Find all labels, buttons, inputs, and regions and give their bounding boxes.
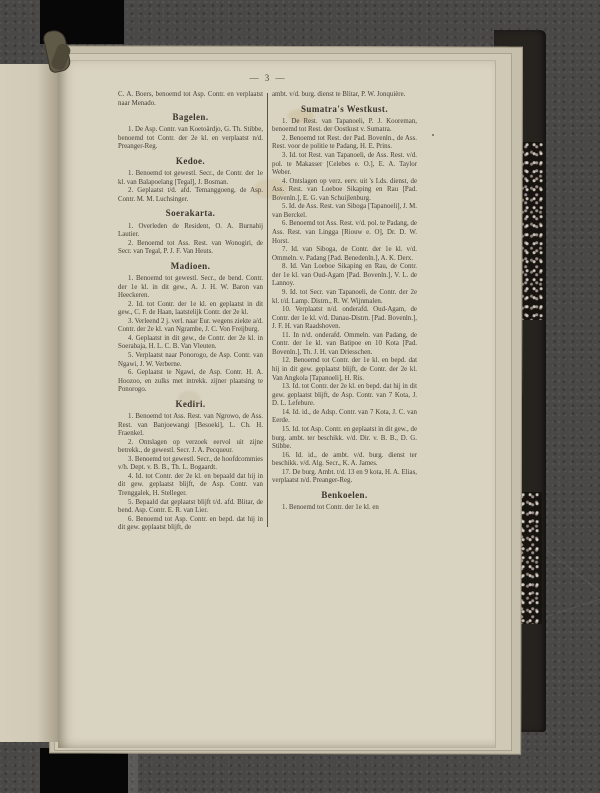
entry-paragraph: 5. Bepaald dat geplaatst blijft t/d. afd. Blitar, de bend. Asp. Contr. E. R. van Lier.	[118, 498, 263, 515]
entry-paragraph: 3. Verleend 2 j. verl. naar Eur. wegens ziekte a/d. Contr. der 2e kl. van Ngrambe, J. C. Von Freijburg.	[118, 317, 263, 334]
text-columns	[118, 91, 418, 533]
entry-paragraph: 3. Id. tot Rest. van Tapanoeli, de Ass. Rest. v/d. pol. te Makasser [Celebes e. O.], E. A. Taylor Weber.	[272, 151, 417, 177]
entry-paragraph: 3. Benoemd tot gewestl. Secr., de hoofdcommies v/h. Dept. v. B. B., Th. L. Bogaardt.	[118, 455, 263, 472]
entry-paragraph: 1. Benoemd tot Contr. der 1e kl. en	[282, 504, 379, 512]
entry-paragraph: 5. Id. de Ass. Rest. van Siboga [Tapanoeli], J. M. van Berckel.	[272, 203, 418, 219]
entry-paragraph: ambt. v/d. burg. dienst te Blitar, P. W. Jonquière.	[272, 91, 406, 98]
entry-paragraph: 17. De burg. Ambt. t/d. 13 en 9 kota, H. A. Elias, verplaatst n/d. Preanger-Reg.	[272, 468, 417, 485]
column-left	[118, 91, 263, 533]
entry-paragraph: 2. Benoemd tot Rest. der Pad. Bovenln., de Ass. Rest. voor de politie te Padang, H. E. Prins.	[272, 134, 417, 151]
page-content	[118, 73, 418, 533]
entry-paragraph: 2. Id. tot Contr. der 1e kl. en geplaatst in dit gew., C. F. de Haan, laatstelijk Contr. der 2e kl.	[118, 300, 263, 317]
entry-paragraph: 1. De Asp. Contr. van Koetoärdjo, G. Th. Stibbe, benoemd tot Contr. der 2e kl. en verplaatst n/d. Preanger-Reg.	[118, 126, 263, 151]
entry-paragraph: 15. Id. tot Asp. Contr. en geplaatst in dit gew., de burg. ambt. ter beschikk. v/d. Dir. v. B. B., D. G. Stibbe.	[272, 425, 417, 451]
page-number: — 3 —	[249, 73, 287, 83]
section-heading: Soerakarta.	[165, 208, 216, 219]
entry-paragraph: 4. Id. tot Contr. der 2e kl. en bepaald dat hij in dit gew. geplaatst blijft, de Asp. Contr. van Trenggalek, H. Stelleger.	[118, 472, 263, 498]
section-heading: Kedoe.	[175, 155, 206, 166]
section-heading: Kediri.	[175, 398, 206, 409]
entry-paragraph: 4. Ontslagen op verz. eerv. uit 's Lds. dienst, de Ass. Rest. van Loeboe Sikaping en Rau [Pad. Bovenln.], E. G. van Schuijlenburg.	[272, 177, 417, 202]
entry-paragraph: 5. Verplaatst naar Ponorogo, de Asp. Contr. van Ngawi, J. W. Verberne.	[118, 352, 263, 368]
entry-paragraph: 16. Id. id., de ambt. v/d. burg. dienst ter beschikk. v/d. Alg. Secr., K. A. James.	[272, 451, 417, 468]
section-heading: Sumatra's Westkust.	[301, 103, 388, 114]
entry-paragraph: 8. Id. Van Loeboe Sikaping en Rau, de Contr. der 1e kl. van Oud-Agam [Pad. Bovenln.], V. L. de Lannoy.	[272, 263, 417, 288]
entry-paragraph: 2. Benoemd tot Ass. Rest. van Wonogiri, de Secr. van Tegal, P. J. F. Van Heuts.	[118, 239, 263, 256]
entry-paragraph: 6. Benoemd tot Ass. Rest. v/d. pol. te Padang, de Ass. Rest. van Lingga [Riouw e. O], Dr. D. W. Horst.	[272, 220, 417, 245]
entry-paragraph: 4. Geplaatst in dit gew., de Contr. der 2e kl. in Soerabaja, H. L. C. B. Van Vleuten.	[118, 334, 263, 351]
scan-mask-bottom	[40, 748, 128, 793]
entry-paragraph: 2. Geplaatst t/d. afd. Temanggoeng, de Asp. Contr. M. M. Luchsinger.	[118, 187, 263, 203]
column-divider	[267, 93, 268, 527]
entry-paragraph: 11. In n/d. onderafd. Ommeln. van Padang, de Contr. der 1e kl. van Batipoe en 10 Kota [Pad. Bovenln.], Th. J. H. van Driesschen.	[272, 331, 417, 356]
entry-paragraph: 1. Benoemd tot gewestl. Secr., de bend. Contr. der 1e kl. in dit gew., A. J. H. W. Baron van Heeckeren.	[118, 274, 263, 300]
column-right	[272, 91, 417, 533]
binding-thread	[44, 28, 70, 76]
entry-paragraph: 9. Id. tot Secr. van Tapanoeli, de Contr. der 2e kl. t/d. Lamp. Distrn., R. W. Wijnmalen.	[272, 288, 417, 305]
entry-paragraph: 1. De Rest. van Tapanoeli, P. J. Kooreman, benoemd tot Rest. der Oostkust v. Sumatra.	[272, 117, 417, 134]
entry-paragraph: 2. Ontslagen op verzoek eervol uit zijne betrekk., de gewestl. Secr. J. A. Pecqueur.	[118, 438, 263, 455]
entry-paragraph: 1. Benoemd tot Ass. Rest. van Ngrowo, de Ass. Rest. van Banjoewangi [Besoeki], L. Ch. H. Fraenkel.	[118, 412, 263, 438]
section-heading: Bagelen.	[172, 112, 209, 123]
scan-light-strip	[128, 750, 138, 793]
entry-paragraph: 13. Id. tot Contr. der 2e kl. en bepd. dat hij in dit gew. geplaatst blijft, de Asp. Contr. van 7 Kota, J. D. L. Lefebure.	[272, 383, 417, 408]
entry-paragraph: 6. Geplaatst te Ngawi, de Asp. Contr. H. A. Hoozoo, en zulks met intrekk. zijner plaatsing te Ponorogo.	[118, 369, 263, 394]
ink-speck	[432, 134, 434, 136]
entry-paragraph: 6. Benoemd tot Asp. Contr. en bepd. dat hij in dit gew. geplaatst blijft, de	[118, 515, 263, 532]
book-page	[58, 60, 496, 748]
section-heading: Benkoelen.	[321, 489, 368, 500]
section-heading: Madioen.	[170, 260, 211, 271]
entry-paragraph: 14. Id. id., de Adsp. Contr. van 7 Kota, J. C. van Eerde.	[272, 408, 417, 425]
entry-paragraph: 12. Benoemd tot Contr. der 1e kl. en bepd. dat hij in dit gew. geplaatst blijft, de Contr. der 2e kl. Van Angkola [Tapanoeli], H. Ris.	[272, 357, 417, 382]
entry-paragraph: 1. Benoemd tot gewestl. Secr., de Contr. der 1e kl. van Balapoelang [Tegal], J. Bosman.	[118, 170, 263, 186]
facing-page-gutter	[0, 64, 62, 742]
entry-paragraph: 1. Overleden de Resident, O. A. Burnabij Lautier.	[118, 222, 263, 239]
entry-paragraph: C. A. Boers, benoemd tot Asp. Contr. en verplaatst naar Menado.	[118, 91, 263, 107]
entry-paragraph: 7. Id. van Siboga, de Contr. der 1e kl. v/d. Ommeln. v. Padang [Pad. Benedenln.], A. K. Derx.	[272, 246, 417, 262]
entry-paragraph: 10. Verplaatst n/d. onderafd. Oud-Agam, de Contr. der 1e kl. v/d. Danau-Distrn. [Pad. Bovenln.], J. F. H. van Raadshoven.	[272, 306, 417, 331]
